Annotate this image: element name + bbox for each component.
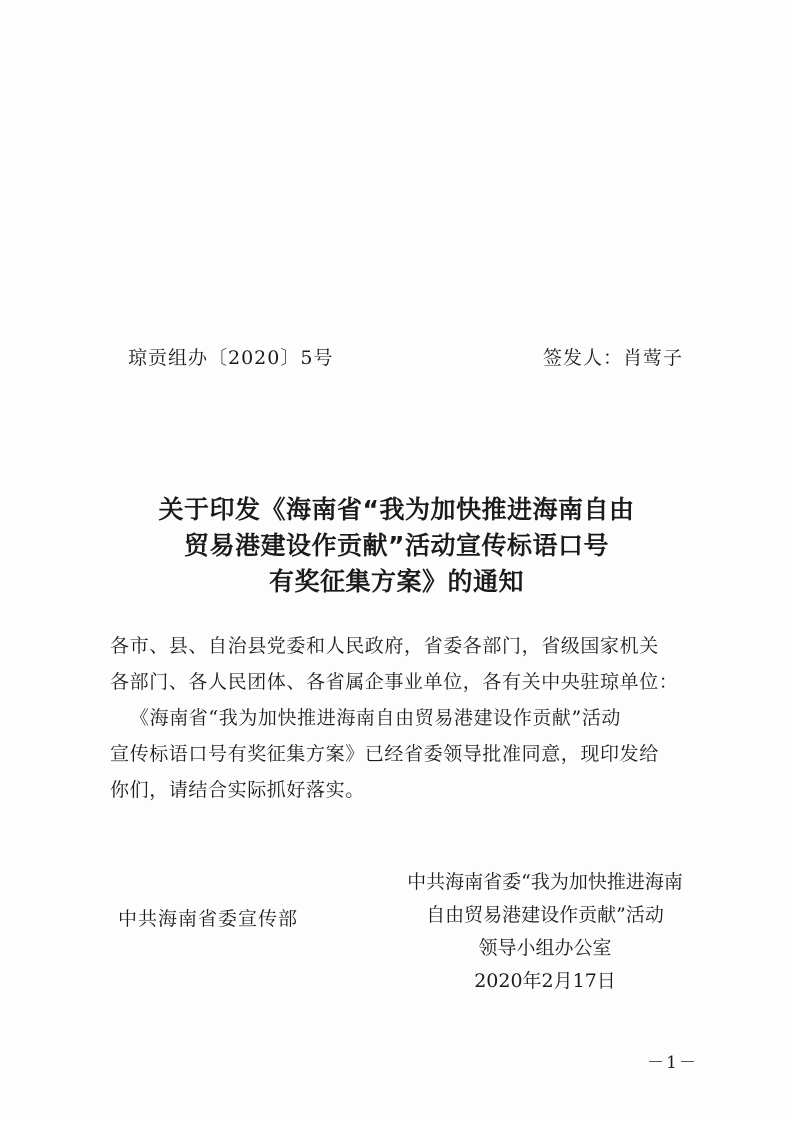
addressee-line: 各市、县、自治县党委和人民政府，省委各部门，省级国家机关	[110, 635, 659, 657]
document-title	[60, 492, 733, 600]
page-number: －1－	[647, 1053, 698, 1073]
sender-propaganda-department: 中共海南省委宣传部	[118, 908, 299, 930]
issue-date: 2020年2月17日	[474, 970, 616, 992]
title-line: 贸易港建设作贡献”活动宣传标语口号	[184, 531, 609, 560]
sender-line: 自由贸易港建设作贡献”活动	[426, 904, 664, 926]
sender-leading-group-office	[370, 866, 720, 998]
addressee-line: 各部门、各人民团体、各省属企事业单位，各有关中央驻琼单位：	[110, 671, 679, 693]
title-line: 有奖征集方案》的通知	[268, 567, 524, 596]
body-paragraph-line: 《海南省“我为加快推进海南自由贸易港建设作贡献”活动	[130, 707, 622, 729]
body-paragraph-line: 宣传标语口号有奖征集方案》已经省委领导批准同意，现印发给	[110, 743, 659, 765]
body-paragraph-line: 你们，请结合实际抓好落实。	[110, 779, 365, 801]
title-line: 关于印发《海南省“我为加快推进海南自由	[158, 495, 635, 524]
document-header	[0, 343, 793, 373]
document-number: 琼贡组办〔2020〕5号	[128, 347, 334, 369]
signer-label: 签发人：肖莺子	[542, 347, 683, 369]
document-body	[110, 628, 700, 808]
sender-line: 领导小组办公室	[478, 937, 612, 959]
sender-line: 中共海南省委“我为加快推进海南	[407, 871, 683, 893]
